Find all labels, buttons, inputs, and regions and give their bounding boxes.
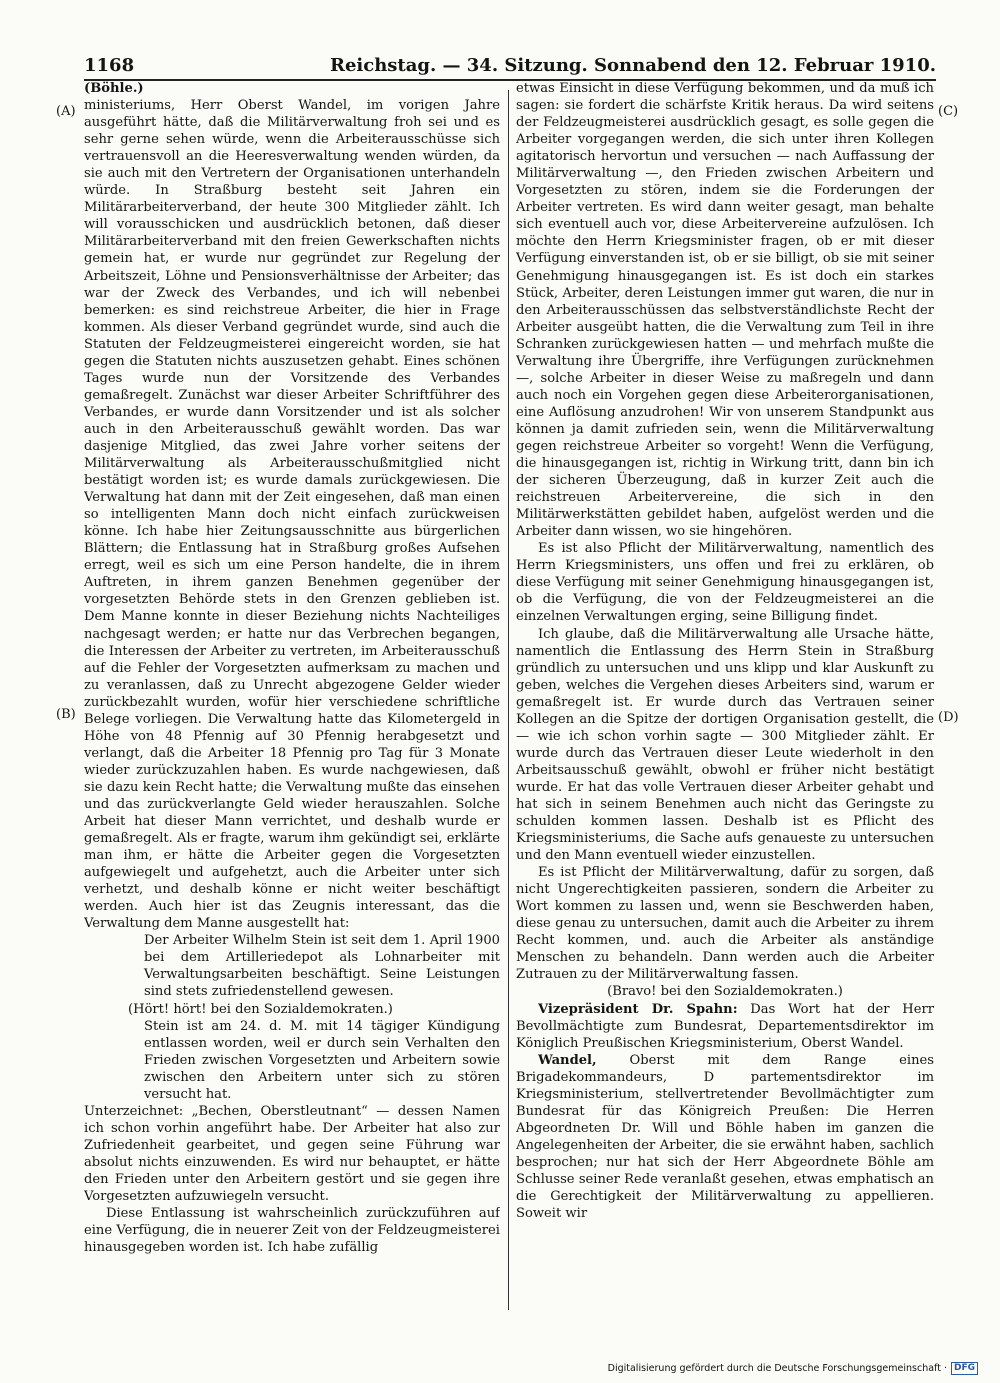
paragraph: Diese Entlassung ist wahrscheinlich zurückzuführen auf eine Verfügung, die in neuerer Zeit von der Feldzeugmeisterei hinausgegeben worden ist. Ich habe zufällig bbox=[84, 1206, 500, 1256]
digitization-credit bbox=[608, 1362, 978, 1378]
paragraph: Es ist also Pflicht der Militärverwaltung, namentlich des Herrn Kriegsministers, uns offen und frei zu erklären, ob diese Verfügung mit seiner Genehmigung hinausgegangen ist, ob die Verfügung, die von der Feldzeugmeisterei an die einzelnen Verwaltungen erging, seine Billigung findet. bbox=[516, 541, 934, 625]
page-header bbox=[84, 55, 936, 81]
margin-mark-c: (C) bbox=[938, 104, 959, 119]
speech-text: Oberst mit dem Range eines Brigadekommandeurs, D partementsdirektor im Kriegsministerium, stellvertretender Bevollmächtigter zum Bundesrat für das Königreich Preußen: Die Herren Abgeordneten Dr. Will und Böhle haben im ganzen die Angelegenheiten der Arbeiter, die sie erwähnt haben, sachlich besprochen; nur hat sich der Herr Abgeordnete Böhle am Schlusse seiner Rede veranlaßt gesehen, etwas emphatisch an die Gerechtigkeit der Militärverwaltung zu appellieren. Soweit wir bbox=[516, 1052, 934, 1222]
paragraph: Es ist Pflicht der Militärverwaltung, dafür zu sorgen, daß nicht Ungerechtigkeiten passieren, sondern die Arbeiter zu Wort kommen zu lassen und, wenn sie Beschwerden haben, diese genau zu untersuchen, damit auch die Arbeiter zu ihrem Recht kommen, und. auch die Arbeiter als anständige Menschen zu behandeln. Dann werden auch die Arbeiter Zutrauen zu der Militärverwaltung fassen. bbox=[516, 865, 934, 983]
dfg-logo-icon: DFG bbox=[951, 1362, 978, 1375]
paragraph: ministeriums, Herr Oberst Wandel, im vorigen Jahre ausgeführt hätte, daß die Militärverwaltung froh sei und es sehr gerne sehen würde, wenn die Arbeiterausschüsse sich vertrauensvoll an die Heeresverwaltung wenden würden, da sie auch mit den Vertretern der Organisationen unterhandeln würde. In Straßburg besteht seit Jahren ein Militärarbeiterverband, der heute 300 Mitglieder zählt. Ich will vorausschicken und ausdrücklich betonen, daß dieser Militärarbeiterverband mit den freien Gewerkschaften nichts gemein hat, er wurde nur gegründet zur Regelung der Arbeitszeit, Löhne und Pensionsverhältnisse der Arbeiter; das war der Zweck des Verbandes, und ich will nebenbei bemerken: es sind reichstreue Arbeiter, die hier in Frage kommen. Als dieser Verband gegründet wurde, sind auch die Statuten der Feldzeugmeisterei eingereicht worden, sie hat gegen die Statuten nichts auszusetzen gehabt. Eines schönen Tages wurde nun der Vorsitzende des Verbandes gemaßregelt. Zunächst war dieser Arbeiter Schriftführer des Verbandes, er wurde dann Vorsitzender und ist als solcher auch in den Arbeiterausschuß gewählt worden. Das war dasjenige Mitglied, das zwei Jahre vorher seitens der Militärverwaltung als Arbeiterausschußmitglied nicht bestätigt worden ist; es wurde damals zurückgewiesen. Die Verwaltung hat dann mit der Zeit eingesehen, daß man einen so intelligenten Mann doch nicht einfach zurückweisen könne. Ich habe hier Zeitungsausschnitte aus bürgerlichen Blättern; die Entlassung hat in Straßburg großes Aufsehen erregt, weil es sich um eine Person handelte, die in ihrem Auftreten, in ihrem ganzen Benehmen gegenüber der vorgesetzten Behörde stets in den Grenzen geblieben ist. Dem Manne konnte in dieser Beziehung nichts Nachteiliges nachgesagt werden; er hatte nur das Verbrechen begangen, die Interessen der Arbeiter zu vertreten, im Arbeiterausschuß auf die Fehler der Vorgesetzten aufmerksam zu machen und zu veranlassen, daß zu Unrecht abgezogene Gelder wieder zurückbezahlt wurden, wofür hier verschiedene schriftliche Belege vorliegen. Die Verwaltung hatte das Kilometergeld in Höhe von 48 Pfennig auf 30 Pfennig herabgesetzt und verlangt, daß die Arbeiter 18 Pfennig pro Tag für 3 Monate wieder zurückzuzahlen haben. Es wurde nachgewiesen, daß sie dazu kein Recht hatte; die Verwaltung mußte das einsehen und das zurückverlangte Geld wieder herauszahlen. Solche Arbeit hat dieser Mann verrichtet, und deshalb wurde er gemaßregelt. Als er fragte, warum ihm gekündigt sei, erklärte man ihm, er hätte die Arbeiter gegen die Vorgesetzten aufgewiegelt und aufgehetzt, auch die Arbeiter unter sich verhetzt, und deshalb könne er nicht weiter beschäftigt werden. Auch hier ist das Zeugnis interessant, das die Verwaltung dem Manne ausgestellt hat: bbox=[84, 98, 500, 932]
speaker-name: Vizepräsident Dr. Spahn: bbox=[538, 1001, 738, 1017]
interjection: (Bravo! bei den Sozialdemokraten.) bbox=[607, 984, 843, 1000]
margin-mark-a: (A) bbox=[56, 104, 76, 119]
speech-intro bbox=[516, 1052, 934, 1222]
left-column bbox=[84, 80, 500, 1316]
speech-text: Das Wort hat der Herr Bevollmächtigte zum Bundesrat, Departementsdirektor im Königlich Preußischen Kriegsministerium, Oberst Wandel. bbox=[516, 1001, 934, 1051]
quoted-certificate-continued: Stein ist am 24. d. M. mit 14 tägiger Kündigung entlassen worden, weil er durch sein Verhalten den Frieden zwischen Vorgesetzten und Arbeitern sowie zwischen den Arbeitern unter sich zu stören versucht hat. bbox=[144, 1018, 500, 1102]
running-title: Reichstag. — 34. Sitzung. Sonnabend den 12. Februar 1910. bbox=[329, 55, 936, 76]
paragraph: Unterzeichnet: „Bechen, Oberstleutnant“ — dessen Namen ich schon vorhin angeführt habe. Der Arbeiter hat also zur Zufriedenheit gearbeitet, und gegen seine Führung war absolut nichts einzuwenden. Es wird nur behauptet, er hätte den Frieden unter den Arbeitern gestört und sie gegen ihre Vorgesetzten aufzuwiegeln versucht. bbox=[84, 1103, 500, 1205]
paragraph: Ich glaube, daß die Militärverwaltung alle Ursache hätte, namentlich die Entlassung des Herrn Stein in Straßburg gründlich zu untersuchen und uns klipp und klar Auskunft zu geben, welches die Vergehen dieses Arbeiters sind, warum er gemaßregelt ist. Er wurde durch das Vertrauen seiner Kollegen an die Spitze der dortigen Organisation gestellt, die — wie ich schon vorhin sagte — 300 Mitglieder zählt. Er wurde durch das Vertrauen dieser Leute wiederholt in den Arbeitsausschuß gewählt, obwohl er früher nicht bestätigt wurde. Er hat das volle Vertrauen dieser Arbeiter gehabt und hat sich in seinem Benehmen auch nicht das Geringste zu schulden kommen lassen. Deshalb ist es Pflicht des Kriegsministeriums, die Sache aufs genaueste zu untersuchen und den Mann eventuell wieder einzustellen. bbox=[516, 626, 934, 864]
margin-mark-b: (B) bbox=[56, 707, 76, 722]
speaker-name: Wandel, bbox=[538, 1052, 597, 1068]
quoted-certificate: Der Arbeiter Wilhelm Stein ist seit dem 1. April 1900 bei dem Artilleriedepot als Lohnarbeiter mit Verwaltungsarbeiten beschäftigt. Seine Leistungen sind stets zufriedenstellend gewesen. bbox=[144, 933, 500, 1000]
credit-text: Digitalisierung gefördert durch die Deutsche Forschungsgemeinschaft · bbox=[607, 1363, 947, 1374]
page-number: 1168 bbox=[84, 55, 135, 76]
interjection: (Hört! hört! bei den Sozialdemokraten.) bbox=[128, 1001, 393, 1017]
speaker-tag: (Böhle.) bbox=[84, 81, 144, 96]
column-divider bbox=[508, 90, 509, 1310]
margin-mark-d: (D) bbox=[938, 710, 959, 725]
right-column bbox=[516, 80, 934, 1316]
paragraph: etwas Einsicht in diese Verfügung bekommen, und da muß ich sagen: sie fordert die schärfste Kritik heraus. Da wird seitens der Feldzeugmeisterei ausdrücklich gesagt, es solle gegen die Arbeiter vorgegangen werden, die sich unter ihren Kollegen agitatorisch hervortun und versuchen — nach Auffassung der Militärverwaltung —, den Frieden zwischen Arbeitern und Vorgesetzten zu stören, indem sie die Forderungen der Arbeiter vertreten. Es wird dann weiter gesagt, man behalte sich eventuell auch vor, diese Arbeitervereine aufzulösen. Ich möchte den Herrn Kriegsminister fragen, ob er mit dieser Verfügung einverstanden ist, ob er sie billigt, ob sie mit seiner Genehmigung hinausgegangen ist. Es ist doch ein starkes Stück, Arbeiter, deren Leistungen immer gut waren, die nur in den Arbeiterausschüssen das selbstverständlichste Recht der Arbeiter ausgeübt hatten, die die Verwaltung zum Teil in ihre Schranken zurückgewiesen hatten — und mehrfach mußte die Verwaltung ihre Übergriffe, ihre Verfügungen zurücknehmen —, solche Arbeiter in dieser Weise zu maßregeln und dann auch noch ein Vorgehen gegen diese Arbeiterorganisationen, eine Auflösung anzudrohen! Wir von unserem Standpunkt aus können ja damit zufrieden sein, wenn die Militärverwaltung gegen reichstreue Arbeiter so vorgeht! Wenn die Verfügung, die hinausgegangen ist, richtig in Wirkung tritt, dann bin ich der sicheren Überzeugung, daß in kurzer Zeit auch die reichstreuen Arbeitervereine, die sich in den Militärwerkstätten gebildet haben, aufgelöst werden und die Arbeiter dann wissen, wo sie hingehören. bbox=[516, 81, 934, 540]
speech-intro bbox=[516, 1001, 934, 1052]
